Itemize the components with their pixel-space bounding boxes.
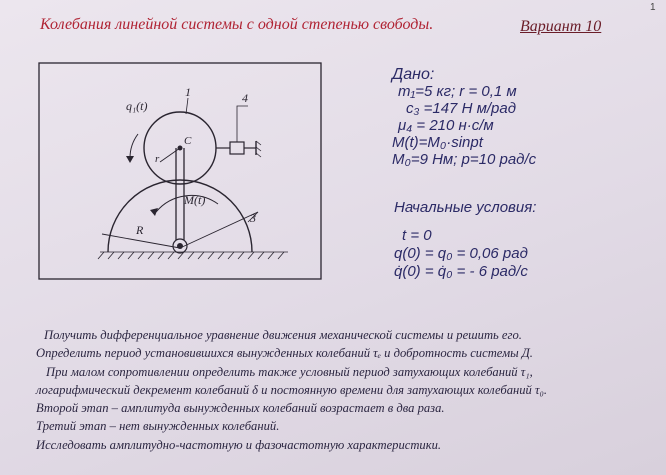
task-line: логарифмический декремент колебаний δ и постоянную времени для затухающих колебаний τ₀. [36, 382, 548, 397]
given-line: μ₄ = 210 н·с/м [398, 117, 494, 134]
page-title: Колебания линейной системы с одной степенью свободы. [40, 16, 434, 33]
initial-line: q(0) = q₀ = 0,06 рад [394, 245, 528, 262]
task-text [36, 326, 656, 454]
label-body-1: 1 [185, 85, 191, 99]
moment-arrowhead [150, 208, 158, 216]
label-body-3: 3 [250, 211, 256, 225]
given-line: c₃ =147 Н м/рад [406, 100, 516, 117]
task-line: Исследовать амплитудно-частотную и фазочастотную характеристики. [36, 437, 442, 452]
pivot-inner [177, 243, 183, 249]
initial-conditions-block [394, 199, 536, 281]
spring-line [180, 212, 258, 248]
damper-body [230, 142, 244, 154]
label-body-4: 4 [242, 91, 248, 105]
label-R: R [136, 223, 144, 237]
mechanism-diagram [38, 62, 322, 282]
leader-1 [186, 98, 188, 114]
task-line: Получить дифференциальное уравнение движения механической системы и решить его. [44, 328, 522, 342]
given-line: m₁=5 кг; r = 0,1 м [398, 83, 517, 100]
label-center-C: C [184, 135, 192, 147]
initial-line: t = 0 [402, 227, 432, 244]
leader-4 [237, 106, 248, 142]
initial-heading: Начальные условия: [394, 199, 537, 216]
given-line: M₀=9 Нм; p=10 рад/с [392, 151, 537, 168]
label-q1: q₁(t) [126, 99, 148, 113]
q1-arrowhead [126, 156, 134, 163]
q1-arc-arrow [130, 134, 138, 158]
task-line: Второй этап – амплитуда вынужденных колебаний возрастает в два раза. [36, 401, 445, 416]
given-block [392, 66, 536, 168]
given-line: M(t)=M₀·sinpt [392, 134, 483, 151]
task-line: Третий этап – нет вынужденных колебаний. [36, 419, 280, 434]
task-line: При малом сопротивлении определить также условный период затухающих колебаний τ₁, [46, 364, 533, 379]
given-heading: Дано: [392, 66, 435, 83]
initial-line: q̇(0) = q̇₀ = - 6 рад/с [394, 263, 528, 280]
page-number: 1 [650, 2, 656, 13]
variant-label: Вариант 10 [520, 18, 602, 35]
label-moment: M(t) [184, 193, 206, 207]
semicircle-body-3 [108, 180, 252, 252]
radius-r-line [160, 148, 180, 162]
label-r: r [155, 153, 160, 165]
ground-hatching [98, 252, 288, 259]
task-line: Определить период установившихся вынужденных колебаний τₑ и добротность системы Д. [36, 346, 533, 361]
